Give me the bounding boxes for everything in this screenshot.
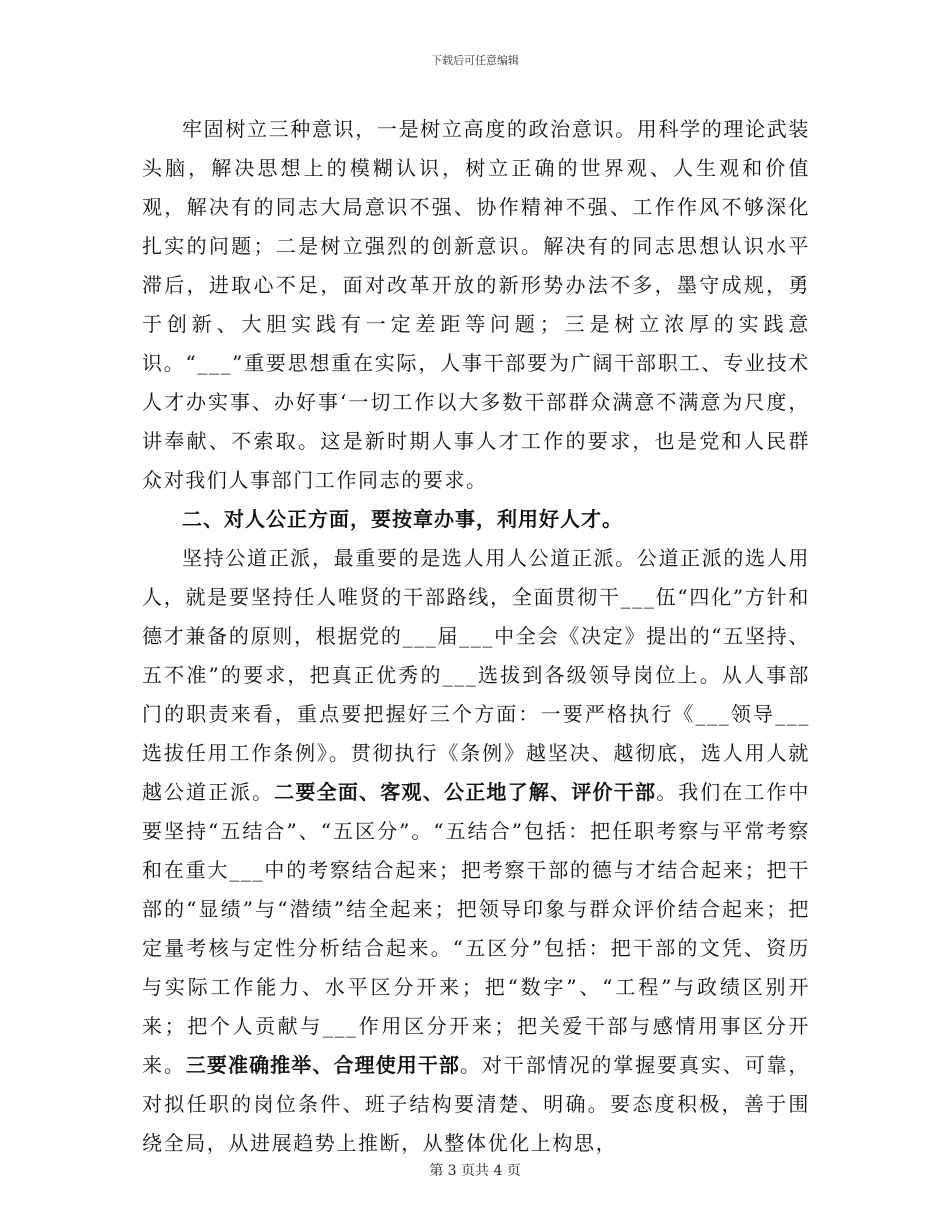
page-footer: 第 3 页共 4 页 xyxy=(429,1163,521,1179)
paragraph-fair-selection xyxy=(142,539,810,1163)
section-heading-2: 二、对人公正方面，要按章办事，利用好人才。 xyxy=(182,507,623,531)
paragraph-text-1: 坚持公道正派，最重要的是选人用人公道正派。公道正派的选人用人，就是要坚持任人唯贤的干部路线，全面贯彻干___伍“四化”方针和德才兼备的原则，根据党的___届___中全会《决定》提出的“五坚持、五不准”的要求，把真正优秀的___选拔到各级领导岗位上。从人事部门的职责来看，重点要把握好三个方面：一要严格执行《___领导___选拔任用工作条例》。贯彻执行《条例》越坚决、越彻底，选人用人就越公道正派。 xyxy=(142,546,810,804)
paragraph-text-3: 。对干部情况的掌握要真实、可靠，对拟任职的岗位条件、班子结构要清楚、明确。要态度积极，善于围绕全局，从进展趋势上推断，从整体优化上构思， xyxy=(142,1053,811,1155)
page-header: 下载后可任意编辑 xyxy=(431,54,519,67)
paragraph-three-awareness: 牢固树立三种意识，一是树立高度的政治意识。用科学的理论武装头脑，解决思想上的模糊认识，树立正确的世界观、人生观和价值观，解决有的同志大局意识不强、协作精神不强、工作作风不够深化扎实的问题；二是树立强烈的创新意识。解决有的同志思想认识水平滞后，进取心不足，面对改革开放的新形势办法不多，墨守成规，勇于创新、大胆实践有一定差距等问题；三是树立浓厚的实践意识。“___”重要思想重在实际，人事干部要为广阔干部职工、专业技术人才办实事、办好事‘一切工作以大多数干部群众满意不满意为尺度，讲奉献、不索取。这是新时期人事人才工作的要求，也是党和人民群众对我们人事部门工作同志的要求。 xyxy=(142,117,810,492)
bold-phrase-evaluate-cadres: 二要全面、客观、公正地了解、评价干部 xyxy=(274,780,657,804)
document-body xyxy=(142,110,811,1155)
bold-phrase-use-cadres: 三要准确推举、合理使用干部 xyxy=(185,1053,461,1077)
paragraph-text-2: 。我们在工作中要坚持“五结合”、“五区分”。“五结合”包括：把任职考察与平常考察和在重大___中的考察结合起来；把考察干部的德与才结合起来；把干部的“显绩”与“潜绩”结全起来；把领导印象与群众评价结合起来；把定量考核与定性分析结合起来。“五区分”包括：把干部的文凭、资历与实际工作能力、水平区分开来；把“数字”、“工程”与政绩区别开来；把个人贡献与___作用区分开来；把关爱干部与感情用事区分开来。 xyxy=(142,780,810,1077)
